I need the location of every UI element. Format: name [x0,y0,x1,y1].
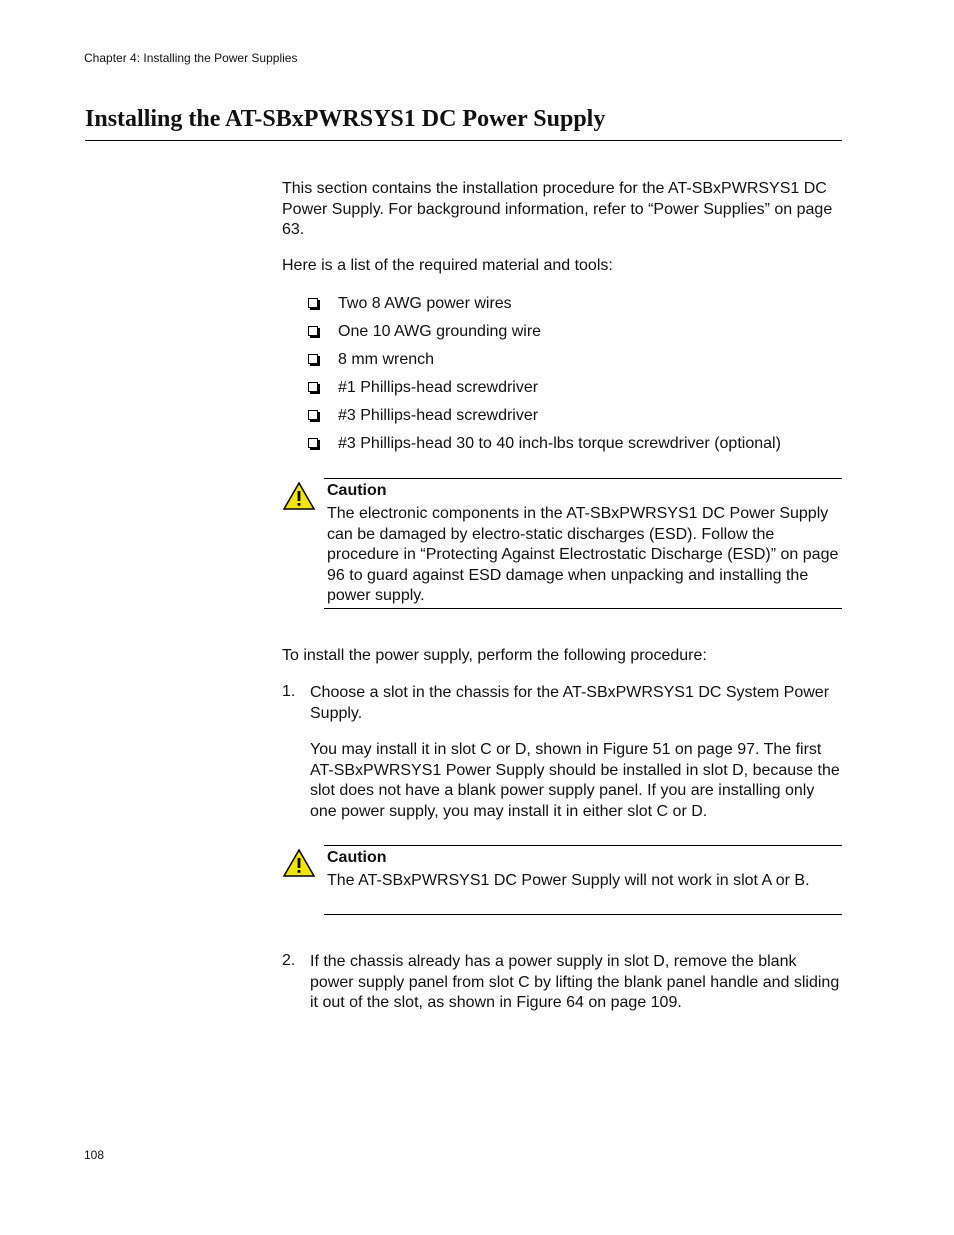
warning-triangle-icon [282,481,316,511]
warning-triangle-icon [282,848,316,878]
square-bullet-icon [308,382,318,392]
caution-bottom-rule [324,914,842,915]
caution-top-rule [324,478,842,479]
procedure-intro: To install the power supply, perform the following procedure: [282,647,707,664]
step-text: If the chassis already has a power supply in slot D, remove the blank power supply panel from slot C by lifting the blank panel handle and sliding it out of the slot, as shown in Figure 64 on page 109. [310,953,840,1011]
step-number: 2. [282,952,296,969]
square-bullet-icon [308,354,318,364]
step-text: Choose a slot in the chassis for the AT-SBxPWRSYS1 DC System Power Supply. [310,684,830,722]
caution-body: The AT-SBxPWRSYS1 DC Power Supply will not work in slot A or B. [327,872,810,889]
square-bullet-icon [308,298,318,308]
materials-intro: Here is a list of the required material and tools: [282,257,613,274]
square-bullet-icon [308,326,318,336]
intro-paragraph: This section contains the installation procedure for the AT-SBxPWRSYS1 DC Power Supply. For background information, refer to “Power Supplies” on page 63. [282,180,833,238]
square-bullet-icon [308,410,318,420]
chapter-header: Chapter 4: Installing the Power Supplies [84,51,298,65]
step-detail: You may install it in slot C or D, shown in Figure 51 on page 97. The first AT-SBxPWRSYS1 Power Supply should be installed in slot D, because the slot does not have a blank power supply panel. If you are installing only one power supply, you may install it in either slot C or D. [310,741,840,820]
caution-box-slot [282,845,842,917]
step-number: 1. [282,683,296,700]
square-bullet-icon [308,438,318,448]
caution-bottom-rule [324,608,842,609]
caution-body: The electronic components in the AT-SBxPWRSYS1 DC Power Supply can be damaged by electro-static discharges (ESD). Follow the procedure in “Protecting Against Electrostatic Discharge (ESD)” on page 96 to guard against ESD damage when unpacking and installing the power supply. [327,505,839,604]
caution-title: Caution [327,849,387,866]
page-number: 108 [84,1148,105,1162]
section-title: Installing the AT-SBxPWRSYS1 DC Power Supply [85,106,606,132]
caution-box-esd [282,478,842,610]
title-rule [85,140,842,141]
caution-title: Caution [327,482,387,499]
caution-top-rule [324,845,842,846]
